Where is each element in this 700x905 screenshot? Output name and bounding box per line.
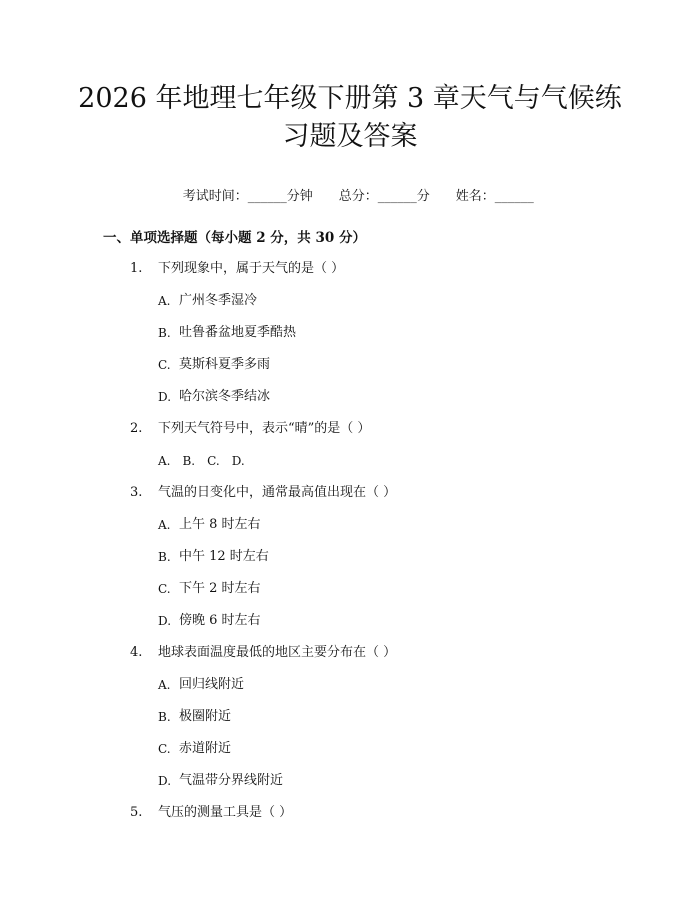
total-score-label: 总分：______分: [338, 189, 430, 204]
document-title-line-2: 习题及答案: [282, 121, 418, 152]
option-letter: D.: [158, 614, 172, 628]
option-text: 气温带分界线附近: [179, 773, 284, 788]
option-text: 极圈附近: [179, 709, 232, 724]
option-text: 赤道附近: [179, 741, 232, 756]
question-number: 3.: [130, 485, 143, 500]
option-letter: D.: [231, 454, 245, 468]
option-letter: B.: [158, 550, 171, 564]
question-text: 气压的测量工具是（ ）: [158, 805, 293, 820]
option-letter: B.: [158, 326, 171, 340]
inline-options: [158, 451, 257, 471]
question-text: 下列现象中，属于天气的是（ ）: [158, 261, 345, 276]
question-number: 1.: [130, 261, 143, 276]
question-number: 4.: [130, 645, 143, 660]
option-letter: C.: [158, 582, 171, 596]
name-label: 姓名：______: [455, 189, 534, 204]
option-text: 哈尔滨冬季结冰: [179, 389, 271, 404]
option-letter: C.: [207, 454, 220, 468]
option-letter: D.: [158, 390, 172, 404]
option-letter: D.: [158, 774, 172, 788]
option-text: 回归线附近: [179, 677, 245, 692]
option-text: 中午 12 时左右: [179, 549, 269, 564]
option-letter: C.: [158, 742, 171, 756]
question-number: 5.: [130, 805, 143, 820]
option-text: 莫斯科夏季多雨: [179, 357, 271, 372]
question-text: 气温的日变化中，通常最高值出现在（ ）: [158, 485, 397, 500]
option-text: 吐鲁番盆地夏季酷热: [179, 325, 297, 340]
document-title-line-1: 2026 年地理七年级下册第 3 章天气与气候练: [78, 83, 622, 114]
question-number: 2.: [130, 421, 143, 436]
question-text: 下列天气符号中，表示“晴”的是（ ）: [158, 421, 371, 436]
exam-info: [0, 167, 700, 227]
option-letter: C.: [158, 358, 171, 372]
question-text: 地球表面温度最低的地区主要分布在（ ）: [158, 645, 397, 660]
option-letter: A.: [158, 678, 171, 692]
option-text: 下午 2 时左右: [179, 581, 261, 596]
option-letter: A.: [158, 454, 171, 468]
option-letter: A.: [158, 294, 171, 308]
exam-time-label: 考试时间：______分钟: [182, 189, 313, 204]
option-text: 广州冬季湿冷: [179, 293, 258, 308]
option-letter: B.: [158, 710, 171, 724]
section-title: 一、单项选择题（每小题 2 分，共 30 分）: [103, 230, 366, 246]
option-text: 傍晚 6 时左右: [179, 613, 261, 628]
option-text: 上午 8 时左右: [179, 517, 261, 532]
option-letter: A.: [158, 518, 171, 532]
option-letter: B.: [182, 454, 196, 468]
